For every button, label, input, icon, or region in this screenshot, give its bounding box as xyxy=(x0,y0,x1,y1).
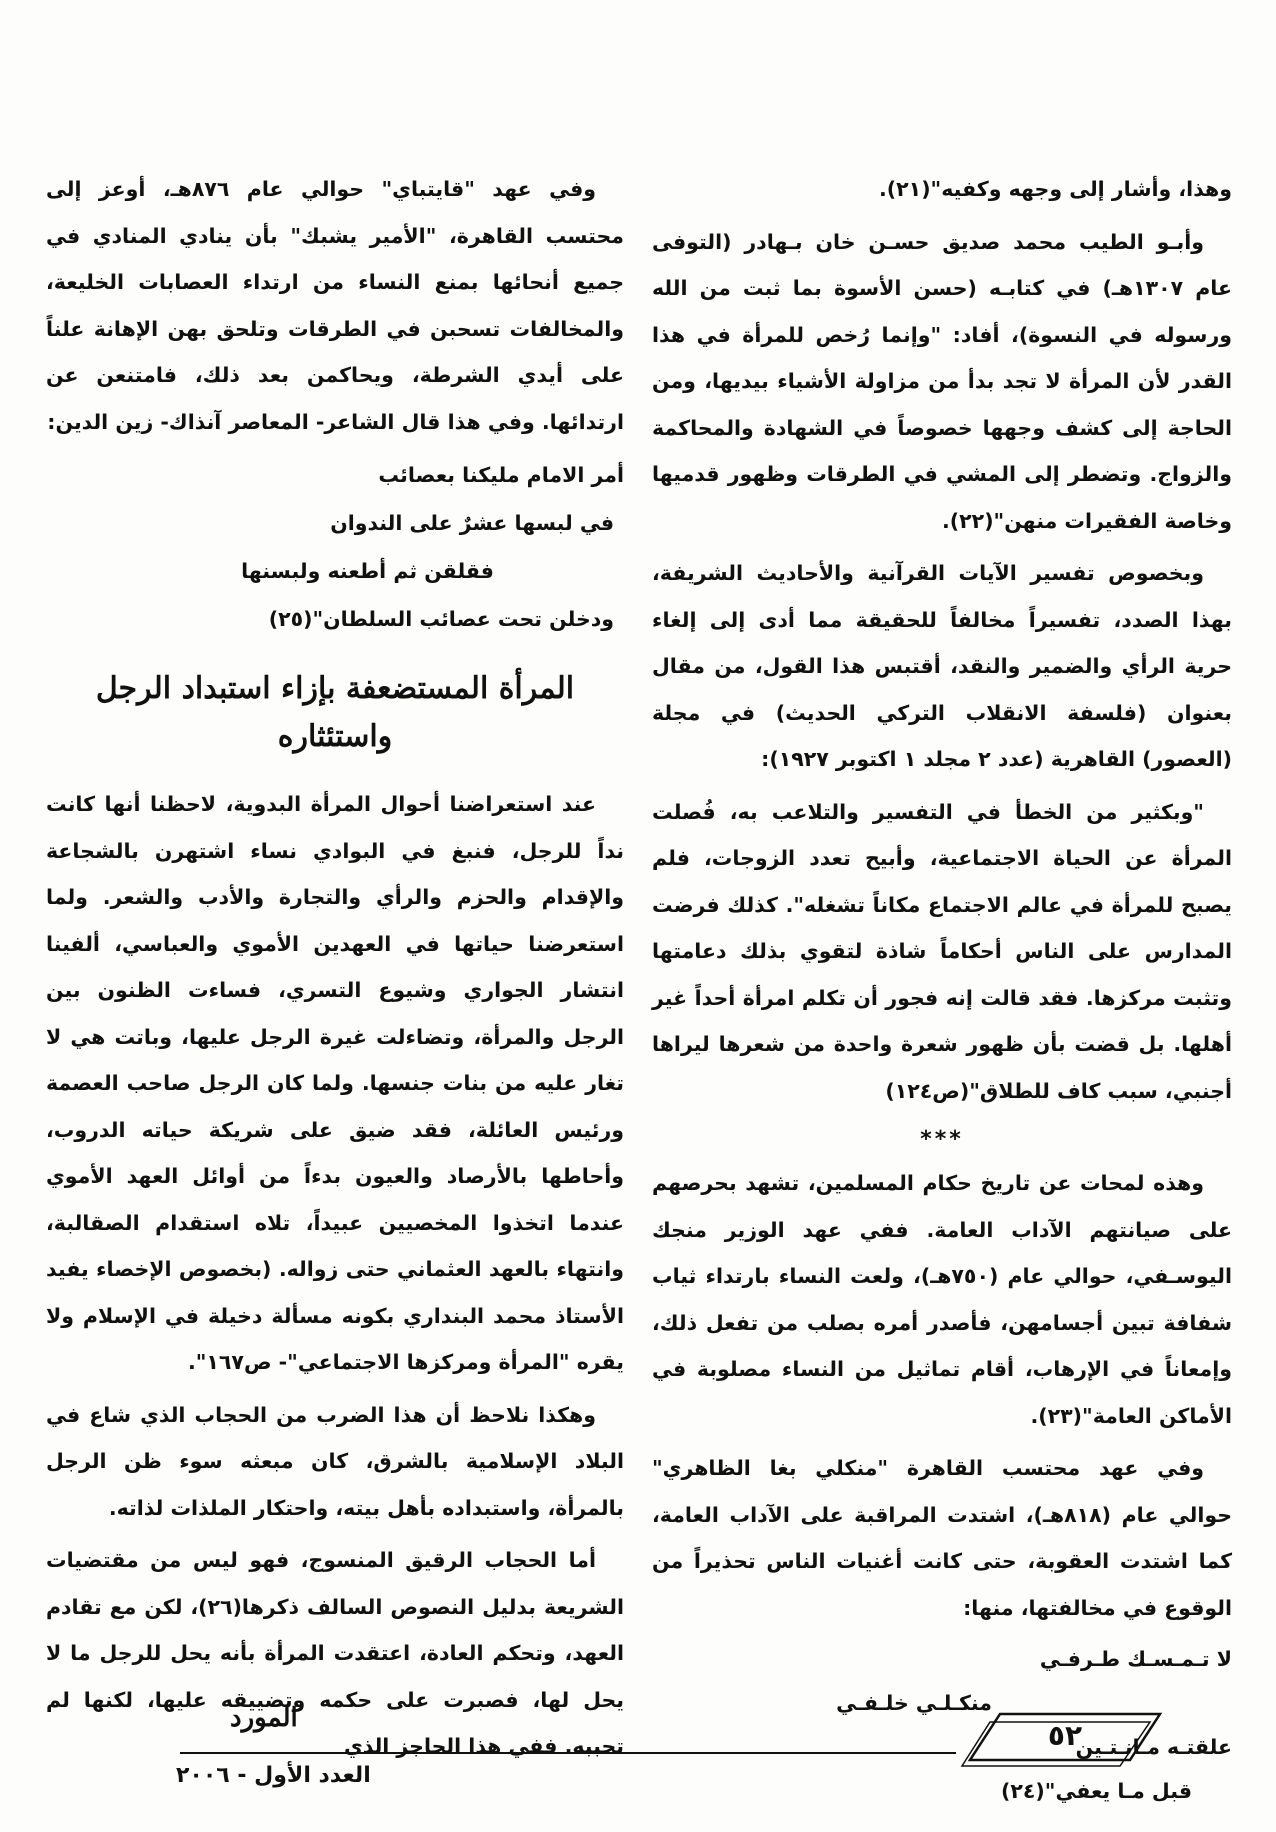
quotation-paragraph: "وبكثير من الخطأ في التفسير والتلاعب به، فُصلت المرأة عن الحياة الاجتماعية، وأبيح تعدد الزوجات، فلم يصبح للمرأة في عالم الاجتماع مكاناً تشغله". كذلك فرضت المدارس على الناس أحكاماً شاذة لتقوي بذلك دعامتها وتثبت مركزها. فقد قالت إنه فجور أن تكلم امرأة أحداً غير أهلها. بل قضت بأن ظهور شعرة واحدة من شعرها ليراها أجنبي، سبب كاف للطلاق"(ص١٢٤) xyxy=(652,799,1232,1103)
verse-line: في لبسها عشرٌ على الندوان xyxy=(330,511,614,535)
section-separator: *** xyxy=(920,1127,964,1152)
verse-line: ودخلن تحت عصائب السلطان"(٢٥) xyxy=(268,607,614,631)
verse-line: فقلقن ثم أطعنه ولبسنها xyxy=(241,559,494,583)
right-column xyxy=(652,166,1232,1813)
verse-line: أمر الامام مليكنا بعصائب xyxy=(378,463,624,487)
verse-line: قبل مـا يعفي"(٢٤) xyxy=(1001,1779,1192,1803)
verse-line: منكـلـي خلـفـي xyxy=(836,1691,992,1715)
left-column xyxy=(46,166,624,1776)
paragraph: وهكذا نلاحظ أن هذا الضرب من الحجاب الذي شاع في البلاد الإسلامية بالشرق، كان مبعثه سوء ظن الرجل بالمرأة، واستبداده بأهل بيته، واحتكار الملذات لذاته. xyxy=(46,1402,624,1520)
paragraph: وأبـو الطيب محمد صديق حسـن خان بـهادر (التوفى عام ١٣٠٧هـ) في كتابـه (حسن الأسوة بما ثبت من الله ورسوله في النسوة)، أفاد: "وإنما رُخص للمرأة في هذا القدر لأن المرأة لا تجد بدأ من مزاولة الأشياء بيديها، ومن الحاجة إلى كشف وجهها خصوصاً في الشهادة والمحاكمة والزواج. وتضطر إلى المشي في الطرقات وظهور قدميها وخاصة الفقيرات منهن"(٢٢). xyxy=(652,229,1232,533)
paragraph: وبخصوص تفسير الآيات القرآنية والأحاديث الشريفة، بهذا الصدد، تفسيراً مخالفاً للحقيقة مما أدى إلى إلغاء حرية الرأي والضمير والنقد، أقتبس هذا القول، من مقال بعنوان (فلسفة الانقلاب التركي الحديث) في مجلة (العصور) القاهرية (عدد ٢ مجلد ١ اكتوبر ١٩٢٧): xyxy=(652,561,1232,771)
verse-line: لا تـمـسـك طـرفـي xyxy=(1039,1647,1232,1671)
verse-line: علقتـه مـانـتـين xyxy=(1075,1735,1232,1759)
paragraph: أما الحجاب الرقيق المنسوج، فهو ليس من مقتضيات الشريعة بدليل النصوص السالف ذكرها(٢٦)، لكن مع تقادم العهد، وتحكم العادة، اعتقدت المرأة بأنه يحل للرجل ما لا يحل لها، فصبرت على حكمه وتضييقه عليها، لكنها لم تحببه. ففي هذا الحاجز الذي xyxy=(46,1548,624,1758)
page-number: ٥٢ xyxy=(1047,1719,1083,1752)
page-number-badge xyxy=(960,1708,1170,1770)
paragraph: عند استعراضنا أحوال المرأة البدوية، لاحظنا أنها كانت نداً للرجل، فنبغ في البوادي نساء اشتهرن بالشجاعة والإقدام والحزم والرأي والتجارة والأدب والشعر. ولما استعرضنا حياتها في العهدين الأموي والعباسي، ألفينا انتشار الجواري وشيوع التسري، فساءت الظنون بين الرجل والمرأة، وتضاءلت غيرة الرجل عليها، وباتت هي لا تغار عليه من بنات جنسها. ولما كان الرجل صاحب العصمة ورئيس العائلة، فقد ضيق على شريكة حياته الدروب، وأحاطها بالأرصاد والعيون بدءاً من أوائل العهد الأموي عندما اتخذوا المخصيين عبيداً، تلاه استقدام الصقالبة، وانتهاء بالعهد العثماني حتى زواله. (بخصوص الإخصاء يفيد الأستاذ محمد البنداري بكونه مسألة دخيلة في الإسلام ولا يقره "المرأة ومركزها الاجتماعي"- ص١٦٧". xyxy=(46,792,624,1374)
journal-name: المورد xyxy=(230,1703,298,1733)
paragraph: وهذا، وأشار إلى وجهه وكفيه"(٢١). xyxy=(878,177,1232,201)
footer-rule xyxy=(180,1752,956,1754)
issue-line: العدد الأول - ٢٠٠٦ xyxy=(176,1763,371,1788)
section-heading: المرأة المستضعفة بإزاء استبداد الرجل واستئثاره xyxy=(95,671,575,754)
page-footer xyxy=(0,1688,1276,1808)
paragraph: وفي عهد محتسب القاهرة "منكلي بغا الظاهري" حوالي عام (٨١٨هـ)، اشتدت المراقبة على الآداب العامة، كما اشتدت العقوبة، حتى كانت أغنيات الناس تحذيراً من الوقوع في مخالفتها، منها: xyxy=(652,1456,1232,1620)
paragraph: وفي عهد "قايتباي" حوالي عام ٨٧٦هـ، أوعز إلى محتسب القاهرة، "الأمير يشبك" بأن ينادي المنادي في جميع أنحائها بمنع النساء من ارتداء العصابات الخليعة، والمخالفات تسحبن في الطرقات وتلحق بهن الإهانة علناً على أيدي الشرطة، ويحاكمن بعد ذلك، فامتنعن عن ارتدائها. وفي هذا قال الشاعر- المعاصر آنذاك- زين الدين: xyxy=(46,177,624,434)
paragraph: وهذه لمحات عن تاريخ حكام المسلمين، تشهد بحرصهم على صيانتهم الآداب العامة. ففي عهد الوزير منجك اليوسـفي، حوالي عام (٧٥٠هـ)، ولعت النساء بارتداء ثياب شفافة تبين أجسامهن، فأصدر أمره بصلب من تفعل ذلك، وإمعاناً في الإرهاب، أقام تماثيل من النساء مصلوبة في الأماكن العامة"(٢٣). xyxy=(652,1171,1232,1428)
